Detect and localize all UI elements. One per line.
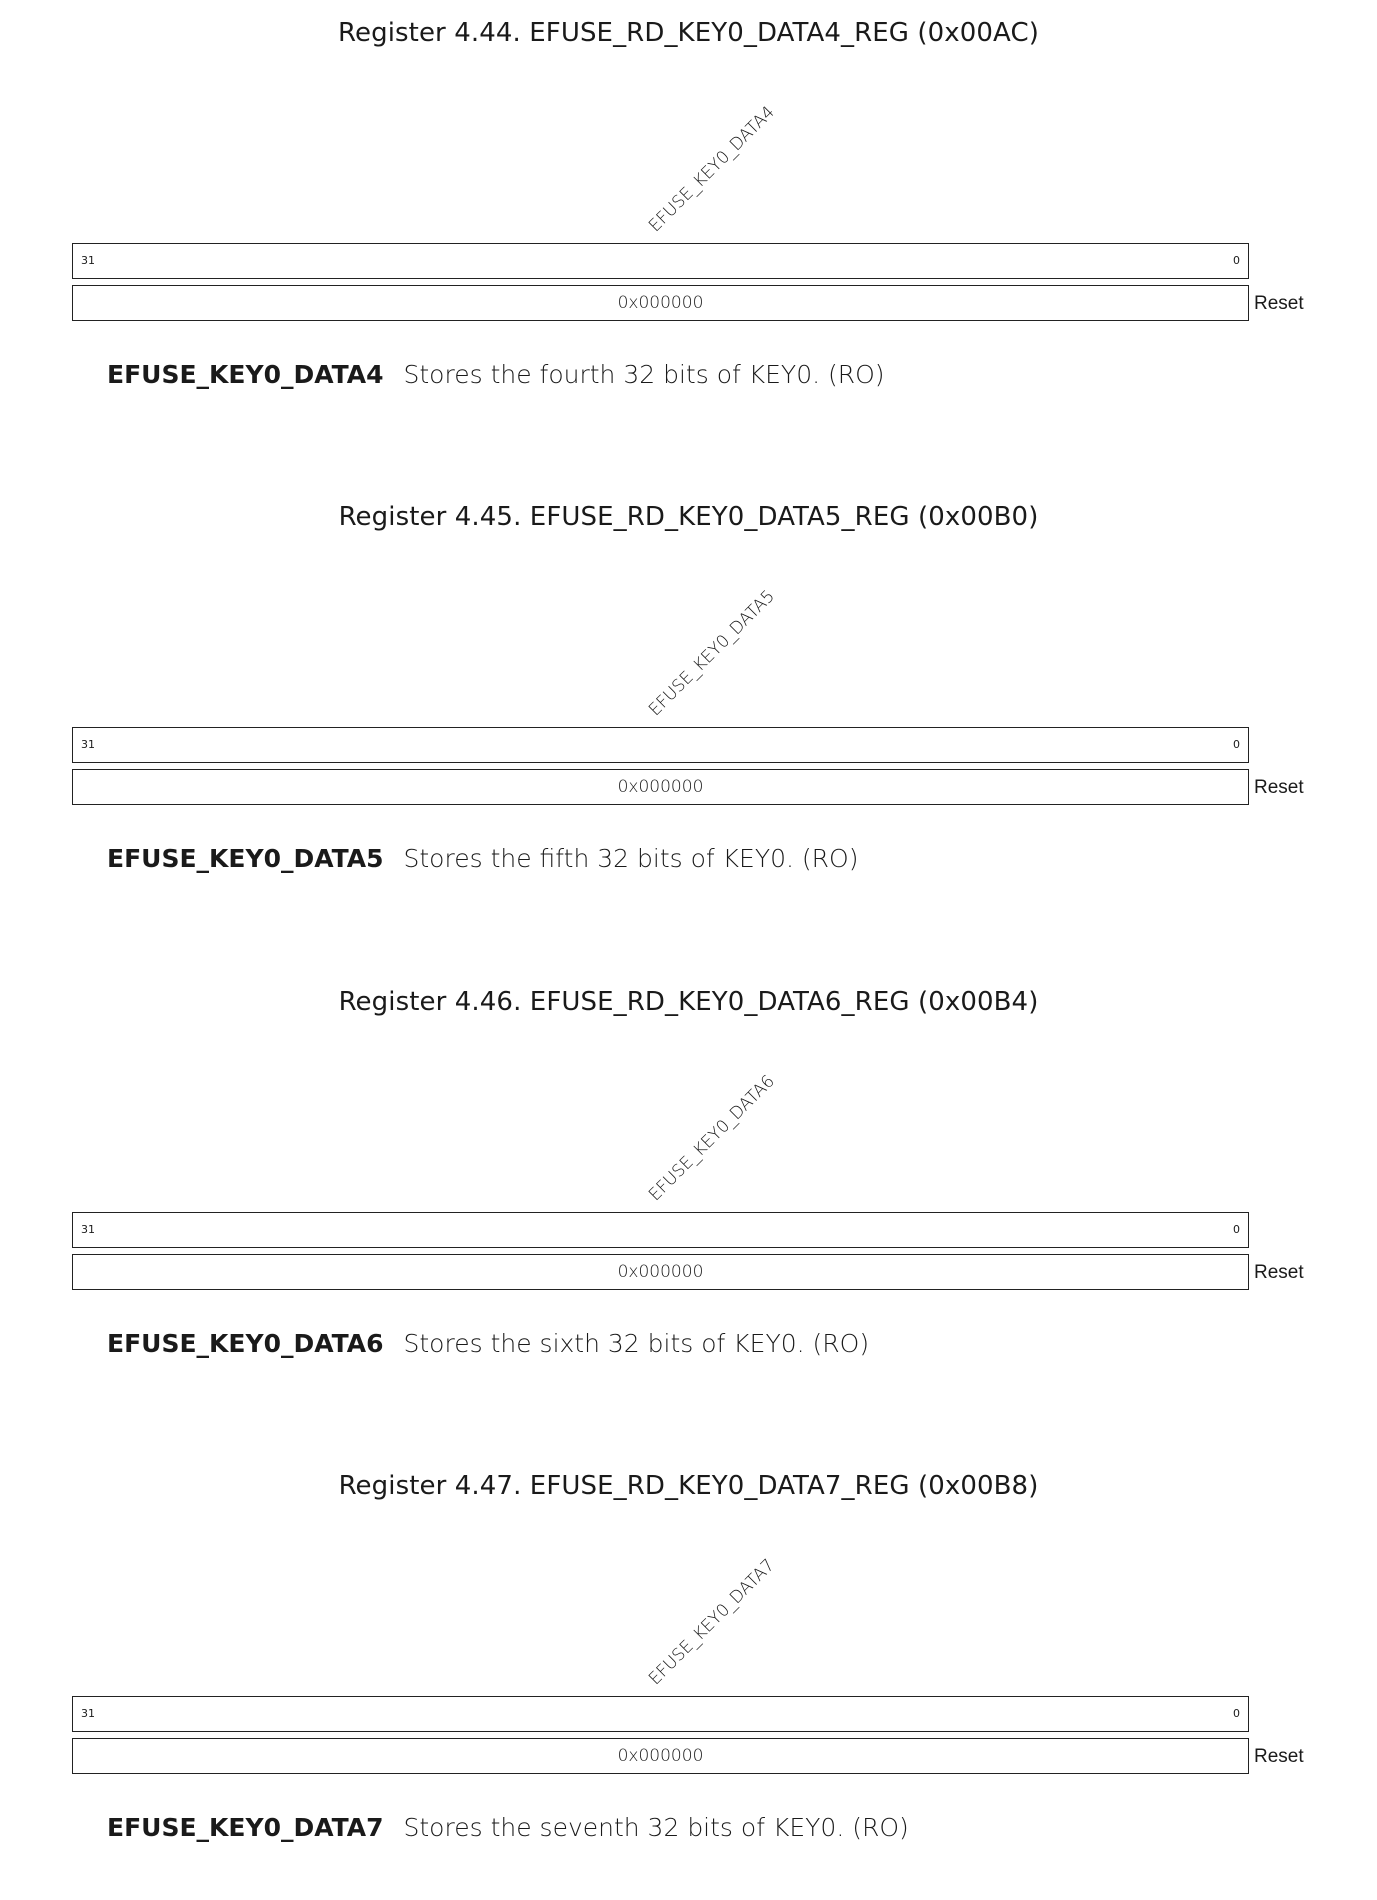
register-block [0, 484, 1377, 884]
reset-value: 0x000000 [617, 1746, 704, 1766]
bit-range-row [72, 1212, 1249, 1248]
field-name-label: EFUSE_KEY0_DATA7 [645, 1555, 779, 1690]
bit-high-label: 31 [81, 1707, 95, 1720]
field-description [107, 1813, 909, 1842]
reset-value: 0x000000 [617, 777, 704, 797]
reset-label: Reset [1254, 1746, 1304, 1767]
field-description-text: Stores the fifth 32 bits of KEY0. (RO) [403, 844, 859, 873]
register-title: Register 4.46. EFUSE_RD_KEY0_DATA6_REG (0x00B4) [338, 987, 1039, 1017]
register-block [0, 969, 1377, 1369]
field-description-text: Stores the sixth 32 bits of KEY0. (RO) [403, 1329, 870, 1358]
reset-value-row [72, 285, 1249, 321]
field-description [107, 360, 885, 389]
reset-value: 0x000000 [617, 293, 704, 313]
bit-high-label: 31 [81, 254, 95, 267]
register-title: Register 4.44. EFUSE_RD_KEY0_DATA4_REG (0x00AC) [338, 18, 1039, 48]
field-description [107, 844, 858, 873]
field-description-name: EFUSE_KEY0_DATA5 [107, 844, 384, 873]
register-title: Register 4.47. EFUSE_RD_KEY0_DATA7_REG (0x00B8) [338, 1471, 1039, 1501]
reset-label: Reset [1254, 1262, 1304, 1283]
field-description-name: EFUSE_KEY0_DATA4 [107, 360, 384, 389]
bit-low-label: 0 [1233, 738, 1240, 751]
field-description-name: EFUSE_KEY0_DATA7 [107, 1813, 384, 1842]
field-name-label: EFUSE_KEY0_DATA5 [645, 586, 779, 721]
field-name-label: EFUSE_KEY0_DATA4 [645, 102, 779, 237]
register-block [0, 1453, 1377, 1853]
bit-range-row [72, 243, 1249, 279]
reset-value-row [72, 1254, 1249, 1290]
reset-label: Reset [1254, 293, 1304, 314]
register-block [0, 0, 1377, 400]
bit-high-label: 31 [81, 738, 95, 751]
bit-low-label: 0 [1233, 254, 1240, 267]
field-description-text: Stores the fourth 32 bits of KEY0. (RO) [403, 360, 885, 389]
bit-range-row [72, 727, 1249, 763]
bit-low-label: 0 [1233, 1223, 1240, 1236]
reset-value-row [72, 1738, 1249, 1774]
field-description [107, 1329, 869, 1358]
reset-value-row [72, 769, 1249, 805]
field-name-label: EFUSE_KEY0_DATA6 [645, 1071, 779, 1206]
reset-label: Reset [1254, 777, 1304, 798]
bit-low-label: 0 [1233, 1707, 1240, 1720]
field-description-text: Stores the seventh 32 bits of KEY0. (RO) [403, 1813, 909, 1842]
bit-high-label: 31 [81, 1223, 95, 1236]
bit-range-row [72, 1696, 1249, 1732]
register-title: Register 4.45. EFUSE_RD_KEY0_DATA5_REG (0x00B0) [338, 502, 1039, 532]
reset-value: 0x000000 [617, 1262, 704, 1282]
field-description-name: EFUSE_KEY0_DATA6 [107, 1329, 384, 1358]
